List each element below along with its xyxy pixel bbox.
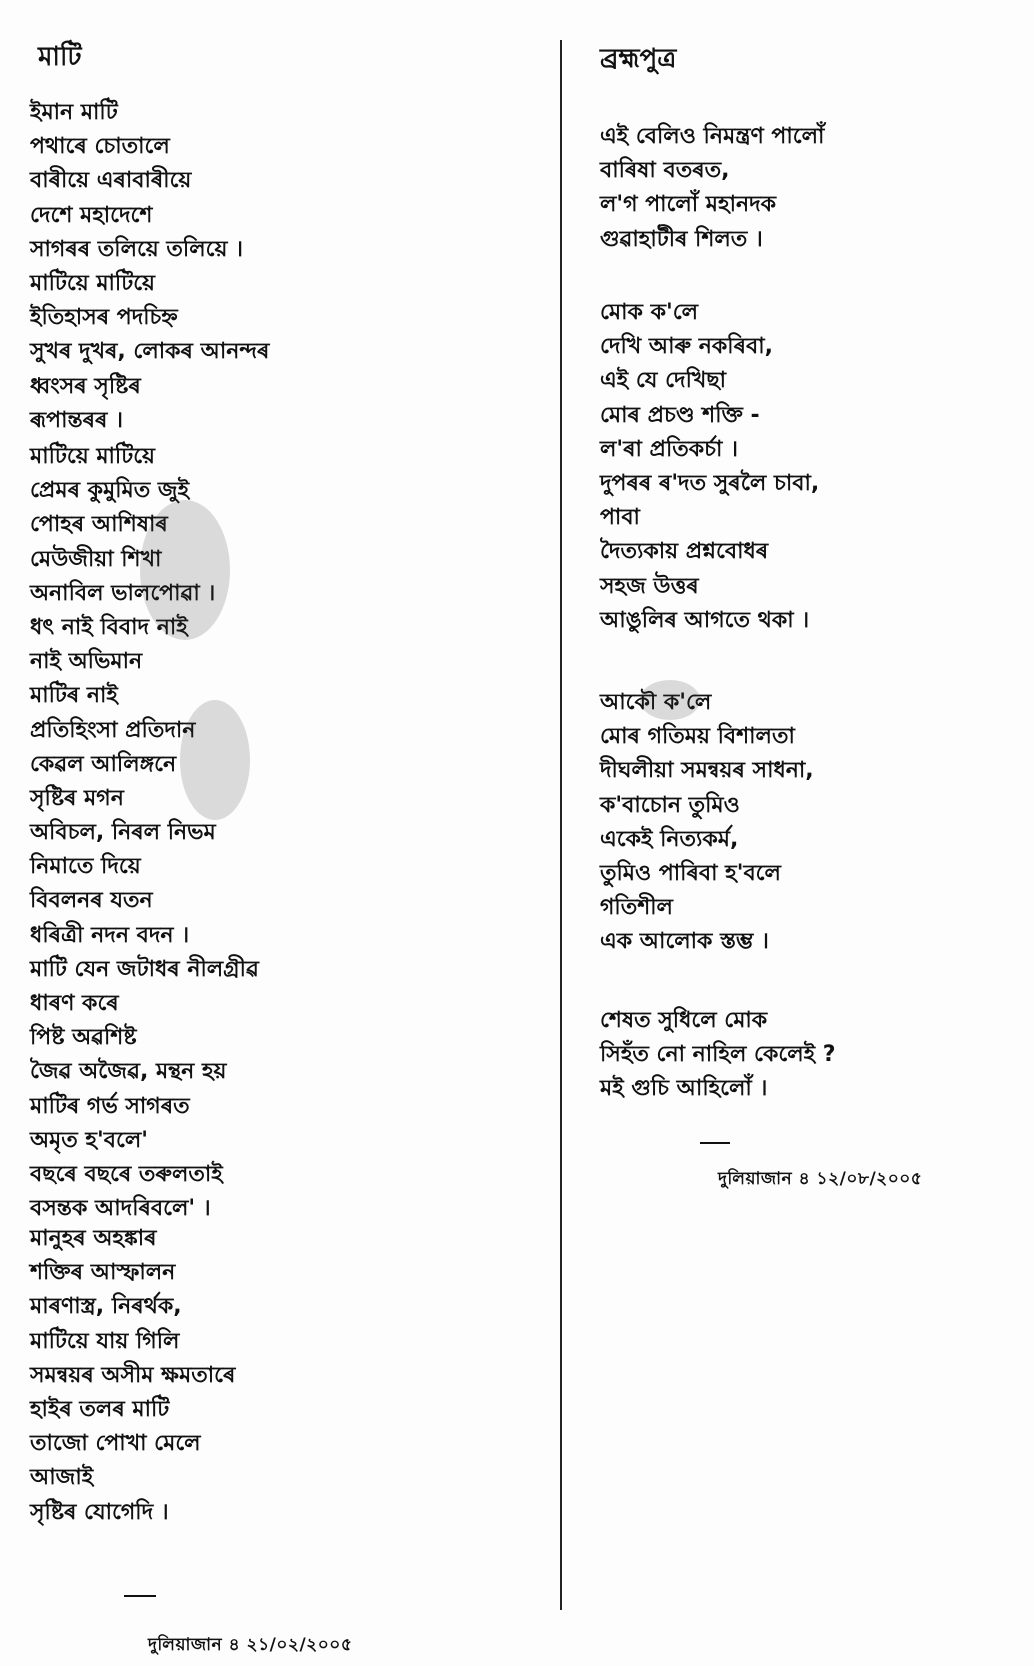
poem-line: বছৰে বছৰে তৰুলতাই — [30, 1161, 223, 1187]
poem-line: ধাৰণ কৰে — [30, 991, 119, 1016]
scan-speckle — [180, 700, 250, 820]
right-stanza-2 — [600, 296, 819, 638]
right-poem-title: ব্ৰহ্মপুত্ৰ — [600, 44, 677, 74]
poem-line: ধৎ নাই বিবাদ নাই — [30, 614, 188, 640]
poem-line: সুখৰ দুখৰ, লোকৰ আনন্দৰ — [30, 339, 270, 365]
poem-line: সিহঁত নো নাহিল কেলেই ? — [600, 1042, 836, 1068]
right-signature: দুলিয়াজান ৪ ১২/০৮/২০০৫ — [718, 1169, 923, 1189]
poem-line: মই গুচি আহিলোঁ । — [600, 1076, 768, 1102]
poem-line: শক্তিৰ আস্ফালন — [30, 1260, 176, 1286]
poem-line: পথাৰে চোতালে — [30, 134, 170, 160]
poem-line: তুমিও পাৰিবা হ'বলে — [600, 860, 781, 886]
poem-line: জৈৱ অজৈৱ, মন্থন হয় — [30, 1059, 227, 1085]
poem-line: বাৰীয়ে এৰাবাৰীয়ে — [30, 168, 192, 194]
poem-line: হাইৰ তলৰ মাটি — [30, 1396, 170, 1422]
poem-line: ক'বাচোন তুমিও — [600, 792, 740, 818]
right-stanza-4 — [600, 1004, 835, 1107]
poem-line: মাটিয়ে যায় গিলি — [30, 1328, 180, 1354]
poem-line: মোক ক'লে — [600, 300, 699, 325]
left-stanza-3 — [30, 1222, 235, 1530]
poem-line: ল'ৰা প্ৰতিকৰ্চা । — [600, 436, 738, 462]
poem-line: সৃষ্টিৰ মগন — [30, 785, 124, 811]
poem-line: ধ্বংসৰ সৃষ্টিৰ — [30, 373, 141, 399]
poem-line: ৰূপান্তৰৰ । — [30, 407, 123, 433]
poem-line: কেৱল আলিঙ্গনে — [30, 751, 177, 777]
poem-line: বসন্তক আদৰিবলে' । — [30, 1196, 211, 1222]
right-end-dash — [700, 1142, 730, 1144]
poem-line: ইতিহাসৰ পদচিহ্ন — [30, 305, 178, 331]
poem-line: ইমান মাটি — [30, 100, 118, 125]
poem-line: নিমাতে দিয়ে — [30, 854, 141, 880]
poem-line: প্ৰতিহিংসা প্ৰতিদান — [30, 717, 196, 743]
poem-line: অনাবিল ভালপোৱা । — [30, 580, 216, 606]
poem-line: বিবলনৰ যতন — [30, 888, 153, 914]
poem-line: দুপৰৰ ৰ'দত সুৰলৈ চাবা, — [600, 470, 820, 496]
poem-line: গুৱাহাটীৰ শিলত । — [600, 226, 763, 252]
poem-line: ল'গ পালোঁ মহানদক — [600, 192, 777, 218]
column-divider — [560, 40, 562, 1610]
poem-line: আঙুলিৰ আগতে থকা । — [600, 607, 810, 633]
poem-line: দেশে মহাদেশে — [30, 202, 153, 228]
poem-line: পোহৰ আশিষাৰ — [30, 512, 168, 538]
poem-line: প্ৰেমৰ কুমুমিত জুই — [30, 478, 190, 504]
right-stanza-1 — [600, 120, 824, 257]
poem-line: পিষ্ট অৱশিষ্ট — [30, 1025, 137, 1051]
poem-line: মাটিয়ে মাটিয়ে — [30, 444, 156, 469]
left-poem-title: মাটি — [38, 42, 82, 72]
right-stanza-3 — [600, 686, 814, 960]
poem-line: ধৰিত্ৰী নদন বদন । — [30, 922, 190, 948]
poem-line: অমৃত হ'বলে' — [30, 1127, 148, 1153]
poem-line: সাগৰৰ তলিয়ে তলিয়ে । — [30, 236, 243, 262]
scan-speckle — [640, 680, 700, 720]
poem-line: এই বেলিও নিমন্ত্ৰণ পালোঁ — [600, 124, 825, 149]
poem-line: এক আলোক স্তম্ভ । — [600, 929, 769, 955]
poem-line: অবিচল, নিৰল নিভম — [30, 820, 216, 846]
poem-line: এই যে দেখিছা — [600, 368, 727, 394]
poem-line: আজাই — [30, 1465, 94, 1491]
poem-line: নাই অভিমান — [30, 649, 143, 675]
poem-line: সমন্বয়ৰ অসীম ক্ষমতাৰে — [30, 1362, 236, 1388]
poem-line: মাৰণাস্ত্ৰ, নিৰৰ্থক, — [30, 1294, 182, 1320]
poem-line: একেই নিত্যকৰ্ম, — [600, 826, 739, 852]
scan-speckle — [140, 500, 230, 640]
poem-line: পাবা — [600, 505, 640, 531]
poem-line: মাটি যেন জটাধৰ নীলগ্ৰীৱ — [30, 956, 259, 982]
poem-line: মোৰ গতিময় বিশালতা — [600, 724, 795, 750]
poem-line: তাজো পোখা মেলে — [30, 1431, 201, 1457]
poem-line: মেউজীয়া শিখা — [30, 546, 162, 572]
poem-line: মাটিৰ গৰ্ভ সাগৰত — [30, 1093, 190, 1119]
left-stanza-1 — [30, 96, 269, 438]
poem-line: মানুহৰ অহঙ্কাৰ — [30, 1226, 157, 1251]
left-signature: দুলিয়াজান ৪ ২১/০২/২০০৫ — [148, 1635, 353, 1655]
poem-line: আকৌ ক'লে — [600, 690, 712, 715]
poem-line: মোৰ প্ৰচণ্ড শক্তি - — [600, 402, 760, 428]
poem-line: গতিশীল — [600, 895, 673, 921]
poem-line: শেষত সুধিলে মোক — [600, 1008, 768, 1033]
poem-line: সৃষ্টিৰ যোগেদি । — [30, 1499, 169, 1525]
poem-line: দৈত্যকায় প্ৰশ্নবোধৰ — [600, 539, 769, 565]
poem-line: মাটিৰ নাই — [30, 683, 118, 709]
poem-line: দীঘলীয়া সমন্বয়ৰ সাধনা, — [600, 758, 814, 784]
left-end-dash — [124, 1595, 156, 1597]
poem-line: দেখি আৰু নকৰিবা, — [600, 334, 773, 360]
poem-line: বাৰিষা বতৰত, — [600, 158, 730, 184]
poem-line: মাটিয়ে মাটিয়ে — [30, 270, 156, 296]
poem-line: সহজ উত্তৰ — [600, 573, 699, 599]
